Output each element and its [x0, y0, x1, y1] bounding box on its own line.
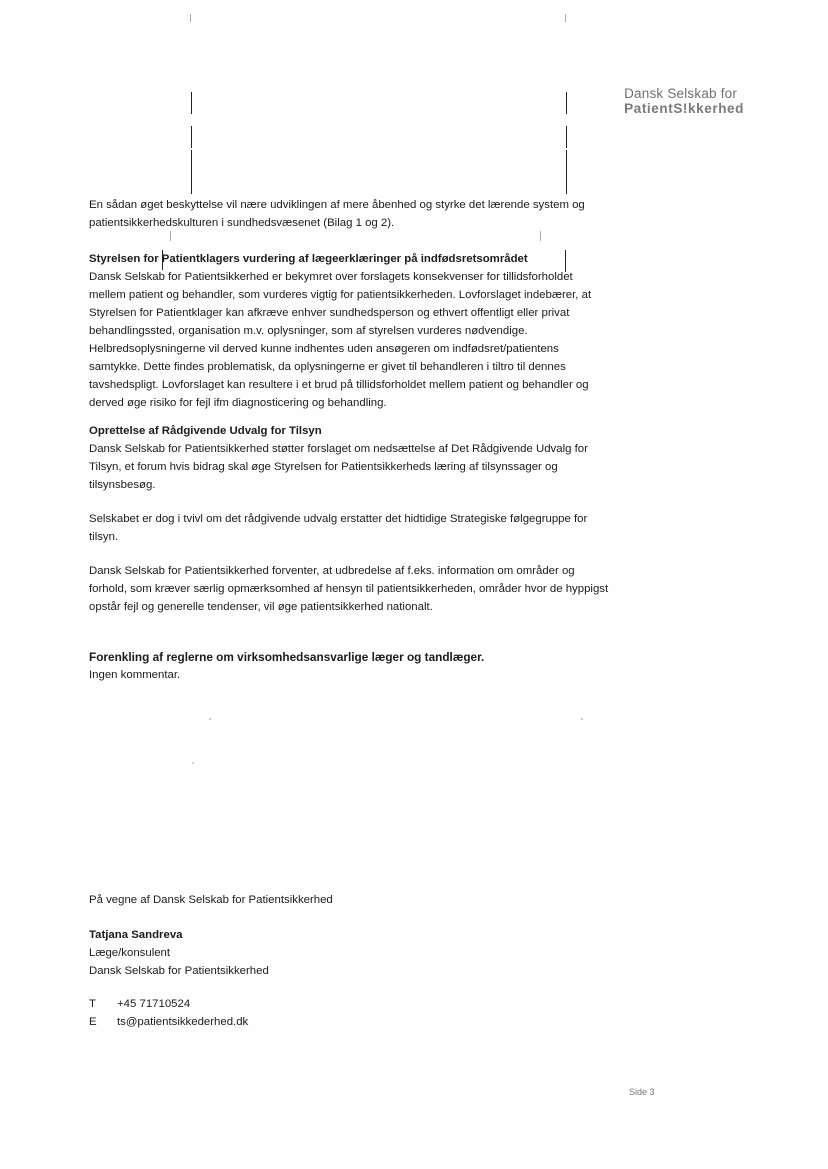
signatory-organization: Dansk Selskab for Patientsikkerhed [89, 965, 269, 977]
section-paragraph: Selskabet er dog i tvivl om det rådgivende udvalg erstatter det hidtidige Strategiske følgegruppe for tilsyn. [89, 513, 588, 543]
on-behalf-text: På vegne af Dansk Selskab for Patientsikkerhed [89, 894, 333, 906]
contact-phone-row [89, 995, 609, 1013]
scan-artifact [581, 718, 583, 720]
scan-artifact [540, 231, 541, 241]
scan-artifact [209, 718, 211, 720]
scan-artifact [566, 92, 567, 114]
intro-paragraph: En sådan øget beskyttelse vil nære udviklingen af mere åbenhed og styrke det lærende system og patientsikkerhedskulturen i sundhedsvæsenet (Bilag 1 og 2). [89, 199, 585, 229]
logo-line-2: PatientS!kkerhed [624, 101, 744, 116]
contact-email-row [89, 1013, 609, 1031]
page-number: Side 3 [629, 1087, 655, 1097]
signature-intro [89, 891, 609, 909]
scan-artifact [566, 150, 567, 194]
scan-artifact [191, 92, 192, 114]
signatory-name: Tatjana Sandreva [89, 929, 183, 941]
signatory-title: Læge/konsulent [89, 947, 171, 959]
section-body: Ingen kommentar. [89, 669, 181, 681]
section-simplification [89, 648, 609, 684]
email-label: E [89, 1016, 97, 1028]
section-heading: Oprettelse af Rådgivende Udvalg for Tilsyn [89, 425, 322, 437]
logo-line-1: Dansk Selskab for [624, 86, 738, 101]
section-advisory-committee [89, 422, 609, 494]
section-patient-complaints [89, 250, 609, 412]
scan-artifact [566, 126, 567, 148]
phone-number: +45 71710524 [117, 998, 191, 1010]
section-advisory-paragraph-2 [89, 510, 609, 546]
scan-artifact [191, 150, 192, 194]
section-body: Dansk Selskab for Patientsikkerhed er bekymret over forslagets konsekvenser for tillidsforholdet mellem patient og behandler, som vurderes vigtig for patientsikkerheden. Lovforslaget indebærer, at Styrelsen for Patientklager kan afkræve enhver sundhedsperson og ethvert offentligt eller privat behandlingssted, organisation m.v. oplysninger, som af styrelsen vurderes nødvendige. Helbredsoplysningerne vil derved kunne indhentes uden ansøgeren om indfødsret/patientens samtykke. Dette findes problematisk, da oplysningerne er givet til behandleren i tiltro til dennes tavshedspligt. Lovforslaget kan resultere i et brud på tillidsforholdet mellem patient og behandler og derved øge risiko for fejl ifm diagnosticering og behandling. [89, 271, 592, 409]
email-address: ts@patientsikkederhed.dk [117, 1016, 249, 1028]
section-heading: Styrelsen for Patientklagers vurdering af lægeerklæringer på indfødsretsområdet [89, 253, 528, 265]
organization-logo [624, 86, 744, 116]
scan-artifact [170, 231, 171, 241]
signature-block [89, 926, 609, 980]
scan-artifact [192, 762, 194, 764]
scan-artifact [190, 14, 191, 22]
section-heading: Forenkling af reglerne om virksomhedsansvarlige læger og tandlæger. [89, 650, 485, 664]
phone-label: T [89, 998, 96, 1010]
intro-section [89, 196, 609, 232]
contact-block [89, 995, 609, 1031]
scan-artifact [565, 14, 566, 22]
section-advisory-paragraph-3 [89, 562, 609, 616]
section-paragraph: Dansk Selskab for Patientsikkerhed forventer, at udbredelse af f.eks. information om områder og forhold, som kræver særlig opmærksomhed af hensyn til patientsikkerheden, områder hvor de hyppigst opstår fejl og generelle tendenser, vil øge patientsikkerhed nationalt. [89, 565, 609, 613]
scan-artifact [191, 126, 192, 148]
section-body: Dansk Selskab for Patientsikkerhed støtter forslaget om nedsættelse af Det Rådgivende Udvalg for Tilsyn, et forum hvis bidrag skal øge Styrelsen for Patientsikkerheds læring af tilsynssager og tilsynsbesøg. [89, 443, 588, 491]
